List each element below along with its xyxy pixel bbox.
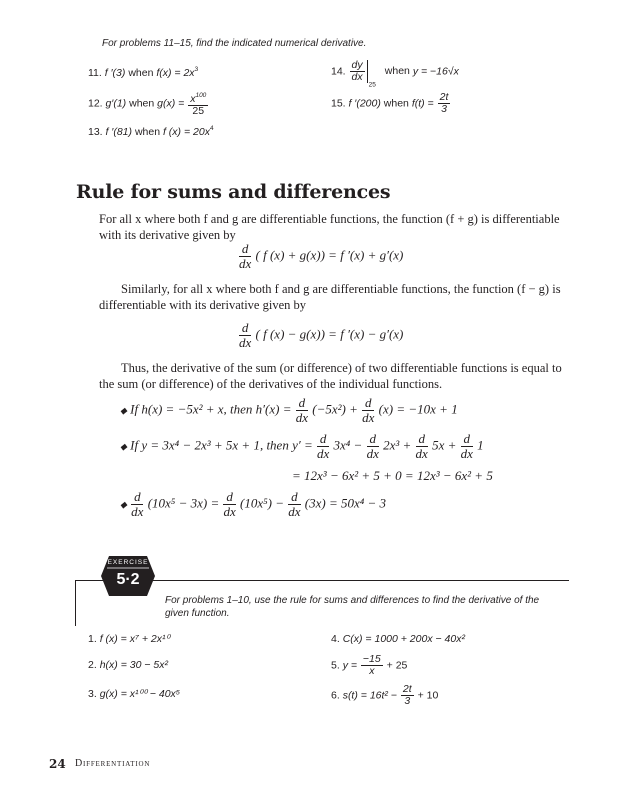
- problem-number: 2.: [88, 659, 97, 671]
- when-label: when: [128, 67, 154, 79]
- top-instruction: For problems 11–15, find the indicated numerical derivative.: [102, 38, 367, 49]
- problem-number: 6.: [331, 689, 340, 702]
- fraction-numerator: x: [190, 93, 196, 105]
- paragraph-2: Similarly, for all x where both f and g are differentiable functions, the function (f − g) is differentiable with its derivative given by: [99, 282, 561, 312]
- when-label: when: [129, 97, 155, 110]
- problem-number: 5.: [331, 659, 340, 672]
- problem-14: [331, 60, 459, 88]
- problem-expr: f (x) = x⁷ + 2x¹⁰: [99, 633, 170, 645]
- problem-15: [331, 92, 451, 115]
- fraction-denominator: 3: [404, 695, 411, 707]
- d-dx-fraction: $\frac{d}{dx}$: [460, 431, 473, 461]
- evaluation-point: 25: [368, 81, 376, 89]
- problem-expr: f ′(3): [104, 67, 126, 79]
- example-term: 5x +: [432, 437, 457, 453]
- fraction: [188, 90, 208, 117]
- d-dx-fraction: $\frac{d}{dx}$: [295, 395, 309, 425]
- derivative-fraction: [350, 60, 368, 83]
- exercise-problem-5: [331, 654, 407, 677]
- bullet-icon: ◆: [120, 405, 127, 416]
- exponent: 3: [194, 66, 199, 73]
- problem-number: 1.: [88, 633, 97, 645]
- problem-number: 14.: [331, 65, 346, 78]
- problem-condition: f(x) = 2x: [156, 67, 195, 79]
- equation-body: ( f (x) + g(x)) = f ′(x) + g′(x): [255, 247, 404, 263]
- exercise-problem-1: [88, 633, 170, 645]
- example-term: 1: [477, 437, 484, 453]
- bullet-icon: ◆: [120, 499, 127, 510]
- equation-body: ( f (x) − g(x)) = f ′(x) − g′(x): [255, 326, 404, 342]
- example-2-line-2: = 12x³ − 6x² + 5 + 0 = 12x³ − 6x² + 5: [292, 468, 493, 483]
- example-term: (10x⁵ − 3x) =: [147, 495, 220, 511]
- d-dx-fraction: $\frac{d}{dx}$: [223, 489, 236, 519]
- paragraph-1: For all x where both f and g are differentiable functions, the function (f + g) is differentiable with its derivative given by: [99, 212, 560, 242]
- paragraph-3: Thus, the derivative of the sum (or difference) of two differentiable functions is equal to the sum (or difference) of the derivatives of the individual functions.: [99, 361, 562, 391]
- exercise-badge: [101, 556, 155, 596]
- problem-number: 4.: [331, 633, 340, 645]
- problem-number: 15.: [331, 97, 346, 110]
- exponent: 100: [195, 92, 207, 99]
- example-term: (10x⁵) −: [240, 495, 284, 511]
- chapter-title: Differentiation: [75, 758, 151, 769]
- problem-13: [88, 125, 214, 138]
- fraction-numerator: 2t: [402, 683, 412, 695]
- section-title: Rule for sums and differences: [76, 181, 391, 203]
- problem-rhs: + 25: [386, 659, 408, 672]
- exercise-number: 5·2: [116, 571, 140, 588]
- exponent: 4: [209, 125, 214, 132]
- problem-lhs: s(t) = 16t² −: [342, 689, 397, 702]
- fraction-denominator: dx: [351, 71, 363, 83]
- problem-expr: f ′(200): [348, 97, 381, 110]
- fraction: [401, 684, 414, 707]
- example-term: 3x⁴ −: [333, 437, 363, 453]
- exercise-rule-left: [75, 580, 76, 626]
- example-1: [120, 396, 458, 425]
- d-dx-fraction: $\frac{d}{dx}$: [362, 395, 375, 425]
- fraction-denominator: 25: [192, 105, 205, 117]
- example-lead: If y = 3x⁴ − 2x³ + 5x + 1, then y′ =: [130, 437, 313, 453]
- exercise-instruction: For problems 1–10, use the rule for sums and differences to find the derivative of the given function.: [165, 595, 540, 619]
- problem-12: [88, 90, 209, 117]
- exercise-problem-2: [88, 659, 168, 671]
- when-label: when: [134, 126, 161, 138]
- d-dx-fraction: $\frac{d}{dx}$: [415, 431, 428, 461]
- problem-condition: f (x) = 20x: [162, 126, 210, 138]
- d-dx-fraction: $\frac{d}{dx}$: [316, 431, 330, 461]
- fraction-denominator: 3: [441, 103, 447, 115]
- equation-difference-rule: [238, 321, 403, 350]
- problem-11: [88, 66, 198, 79]
- problem-number: 12.: [88, 97, 103, 110]
- problem-number: 11.: [88, 67, 102, 79]
- problem-condition: g(x) =: [157, 97, 185, 110]
- fraction: [361, 654, 383, 677]
- d-dx-fraction: $\frac{d}{dx}$: [239, 320, 252, 350]
- fraction-numerator: 2t: [439, 91, 449, 103]
- when-label: when: [383, 97, 409, 110]
- problem-expr: f ′(81): [105, 126, 133, 138]
- exercise-problem-6: [331, 684, 438, 707]
- d-dx-fraction: $\frac{d}{dx}$: [239, 241, 252, 271]
- exercise-problem-3: [88, 688, 180, 700]
- problem-number: 3.: [88, 688, 97, 700]
- problem-expr: C(x) = 1000 + 200x − 40x²: [342, 633, 465, 645]
- problem-expr: g′(1): [105, 97, 127, 110]
- exercise-label: EXERCISE: [107, 559, 149, 566]
- problem-rhs: + 10: [417, 689, 439, 702]
- example-term: (−5x²) +: [312, 401, 358, 417]
- d-dx-fraction: $\frac{d}{dx}$: [366, 431, 379, 461]
- example-term: (x) = −10x + 1: [378, 401, 458, 417]
- d-dx-fraction: $\frac{d}{dx}$: [288, 489, 301, 519]
- d-dx-fraction: $\frac{d}{dx}$: [131, 489, 144, 519]
- fraction-numerator: −15: [362, 653, 381, 665]
- problem-expr: g(x) = x¹⁰⁰ − 40x⁵: [99, 688, 181, 700]
- fraction-numerator: dy: [351, 59, 363, 71]
- page-number: 24: [49, 757, 66, 771]
- when-label: when: [384, 65, 410, 78]
- example-2: [120, 432, 484, 461]
- problem-condition: f(t) =: [411, 97, 434, 110]
- exercise-problem-4: [331, 633, 465, 645]
- problem-lhs: y =: [342, 659, 357, 672]
- fraction: [438, 92, 451, 115]
- problem-condition: y = −16√x: [412, 65, 459, 78]
- example-lead: If h(x) = −5x² + x, then h′(x) =: [130, 401, 292, 417]
- problem-expr: h(x) = 30 − 5x²: [99, 659, 168, 671]
- example-term: (3x) = 50x⁴ − 3: [304, 495, 387, 511]
- equation-sum-rule: [238, 242, 403, 271]
- example-3: [120, 490, 386, 519]
- example-term: 2x³ +: [383, 437, 412, 453]
- bullet-icon: ◆: [120, 441, 127, 452]
- problem-number: 13.: [88, 126, 103, 138]
- fraction-denominator: x: [369, 665, 375, 677]
